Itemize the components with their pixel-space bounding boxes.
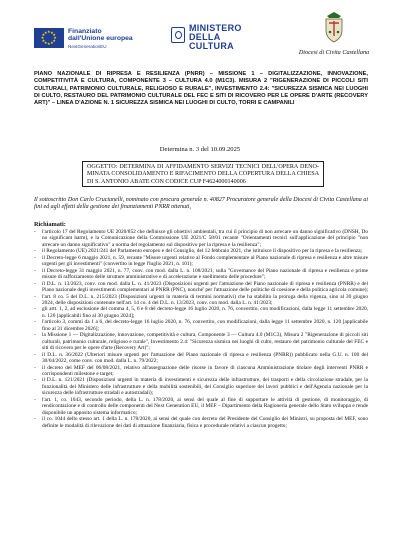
- eu-star-icon: ★: [47, 41, 51, 47]
- recital-text: il Decreto-legge 31 maggio 2021, n. 77, conv. con mod. dalla L. n. 108/2021, sulla "Governance del Piano nazionale di ripresa e resilienza e prime misure di rafforzamento delle strutture amministrative e di accelerazione e snellimento delle procedure";: [42, 267, 368, 281]
- recital-item: [34, 255, 368, 268]
- ministry-culture-logo: [171, 24, 241, 54]
- ministry-logo-text: [189, 24, 242, 51]
- bullet-dash-icon: -: [34, 351, 36, 358]
- project-heading: PIANO NAZIONALE DI RIPRESA E RESILIENZA (PNRR) – MISSIONE 1 – DIGITALIZZAZIONE, INNOVAZIONE, COMPETITIVITÀ E CULTURA, COMPONENTE 3 – CULTURA 4.0 (M1C3). MISURA 2 "RIGENERAZIONE DI PICCOLI SITI CULTURALI, PATRIMONIO CULTURALE, RELIGIOSO E RURALE", INVESTIMENTO 2.4: "SICUREZZA SISMICA NEI LUOGHI DI CULTO, RESTAURO DEL PATRIMONIO CULTURALE DEL FEC E SITI DI RICOVERO PER LE OPERE D'ARTE (RECOVERY ART)" – LINEA D'AZIONE N. 1 SICUREZZA SISMICA NEI LUOGHI DI CULTO, TORRI E CAMPANILI: [34, 71, 368, 107]
- recital-text: l'articolo 3, commi da 1 a 6, del decreto-legge 16 luglio 2020, n. 76, convertito, con modificazioni, dalla legge 11 settembre 2020, n. 120 [applicabile fino al 31 dicembre 2026];: [42, 319, 368, 332]
- bullet-dash-icon: -: [34, 267, 36, 274]
- recital-item: [34, 352, 368, 365]
- recital-item: [34, 416, 368, 429]
- ministry-logo-line3: CULTURA: [189, 41, 234, 51]
- bullet-dash-icon: -: [34, 416, 36, 423]
- eu-star-icon: ★: [47, 28, 51, 34]
- eu-flag-icon: [34, 28, 64, 48]
- recital-text: il D.L. n. 36/2022 (Ulteriori misure urgenti per l'attuazione del Piano nazionale di ripresa e resilienza (PNRR)) pubblicato nella G.U. n. 100 del 30/04/2022, come conv. con mod. dalla L. n. 79/2022;: [42, 351, 368, 365]
- ministry-logo-line1: MINISTERO: [189, 23, 242, 33]
- eu-star-icon: ★: [41, 31, 46, 37]
- recitals-list: [34, 229, 368, 429]
- recital-item: [34, 306, 368, 319]
- ministry-logo-line2: DELLA: [189, 32, 221, 42]
- diocese-crest-icon: [324, 12, 344, 44]
- recital-text: l'articolo 17 del Regolamento UE 2020/852 che definisce gli obiettivi ambientali, tra cui il principio di non arrecare un danno significativo (DNSH, Do no significant harm), e la Comunicazione della Commissione UE 2021/C 58/01 recante "Orientamenti tecnici sull'applicazione del principio "non arrecare un danno significativo" a norma del regolamento sul dispositivo per la ripresa e la resilienza";: [42, 229, 368, 248]
- recital-text: gli artt. 1, 2, ad esclusione del comma 4, 5, 6 e 8 del decreto-legge 16 luglio 2020, n. 76, convertito, con modificazioni, dalla legge 11 settembre 2020, n. 120 [applicabili fino al 30 giugno 2024];: [42, 306, 368, 319]
- eu-logo-line3: NextGenerationEU: [68, 44, 107, 50]
- bullet-dash-icon: -: [34, 254, 36, 261]
- diocese-logo: [286, 12, 382, 62]
- recital-text: il co. 1044 dello stesso art. 1 della L. n. 178/2020, ai sensi del quale con decreto del Presidente del Consiglio dei Ministri, su proposta del MEF, sono definite le modalità di rilevazione dei dati di attuazione finanziaria, fisica e procedurale relativi a ciascun progetto;: [42, 416, 368, 429]
- eu-star-icon: ★: [43, 40, 48, 46]
- bullet-dash-icon: -: [34, 280, 36, 287]
- eu-logo-text: [68, 28, 133, 51]
- bullet-dash-icon: -: [34, 319, 36, 326]
- recital-text: il Decreto-legge 6 maggio 2021, n. 59, recante "Misure urgenti relative al Fondo complementare al Piano nazionale di ripresa e resilienza e altre misure urgenti per gli investimenti" (convertito in legge l'luglio 2021, n. 101);: [42, 254, 368, 268]
- bullet-dash-icon: -: [34, 396, 36, 403]
- recital-text: l'art. 1, co. 1043, secondo periodo, della L. n. 178/2020, ai sensi del quale al fine di supportare le attività di gestione, di monitoraggio, di rendicontazione e di controllo delle componenti del Next Generation EU, il MEF – Dipartimento della Ragioneria generale dello Stato sviluppa e rende disponibile un apposito sistema informatico;: [42, 396, 368, 416]
- bullet-dash-icon: -: [34, 377, 36, 384]
- eu-star-icon: ★: [41, 38, 46, 44]
- recital-text: il decreto del MEF del 06/08/2021, relativo all'assegnazione delle risorse in favore di ciascuna Amministrazione titolare degli interventi PNRR e corrispondenti milestone e target;: [42, 364, 368, 377]
- eu-star-icon: ★: [50, 40, 54, 46]
- recital-item: [34, 377, 368, 396]
- bullet-dash-icon: -: [34, 293, 36, 300]
- recital-text: la Missione 1 — Digitalizzazione, innovazione, competitività e cultura, Componente 3 — Cultura 4.0 (M1C3), Misura 2 "Rigenerazione di piccoli siti culturali, patrimonio culturale, religioso e rurale", Investimento 2.4: "Sicurezza sismica nei luoghi di culto, restauro del patrimonio culturale del FEC e siti di ricovero per le opere d'arte (Recovery Art)";: [42, 332, 368, 352]
- recital-item: [34, 319, 368, 332]
- recital-item: [34, 332, 368, 351]
- eu-funding-logo: [34, 28, 144, 52]
- bullet-dash-icon: -: [34, 248, 36, 255]
- recital-item: [34, 229, 368, 248]
- bullet-dash-icon: -: [34, 364, 36, 371]
- recital-text: il D.L. n. 121/2021 (Disposizioni urgenti in materia di investimenti e sicurezza delle infrastrutture, dei trasporti e della circolazione stradale, per la funzionalità del Ministero delle infrastrutture e della mobilità sostenibili, del Consiglio superiore dei lavori pubblici e dell'Agenzia nazionale per la sicurezza delle infrastrutture stradali e autostradali);: [42, 377, 368, 397]
- bullet-dash-icon: -: [34, 229, 36, 235]
- eu-star-icon: ★: [52, 38, 56, 44]
- recital-item: [34, 365, 368, 378]
- eu-star-icon: ★: [40, 35, 45, 40]
- eu-star-icon: ★: [52, 31, 56, 37]
- eu-logo-line2: dall'Unione europea: [68, 35, 133, 43]
- bullet-dash-icon: -: [34, 332, 36, 339]
- eu-star-icon: ★: [50, 29, 54, 35]
- recital-text: il D.L. n. 13/2023, conv. con mod. dalla L. n. 41/2023 (Disposizioni urgenti per l'attuazione del Piano nazionale di ripresa e resilienza (PNRR) e del Piano nazionale degli investimenti complementari al PNRR (PNC), nonché' per l'attuazione delle politiche di coesione e della politica agricola comune);: [42, 280, 369, 294]
- recitals-title: Richiamati:: [34, 221, 66, 228]
- eu-logo-line1: Finanziato: [68, 28, 102, 35]
- bullet-dash-icon: -: [34, 306, 36, 313]
- recital-text: il Regolamento (UE) 2021/241 del Parlamento europeo e del Consiglio, del 12 febbraio 2021, che istituisce il dispositivo per la ripresa e la resilienza;: [42, 248, 363, 255]
- recital-item: [34, 397, 368, 416]
- recital-item: [34, 268, 368, 281]
- recital-item: [34, 294, 368, 307]
- diocese-caption: Diocesi di Civita Castellana: [298, 49, 370, 56]
- recital-item: [34, 281, 368, 294]
- eu-star-icon: ★: [43, 29, 48, 35]
- eu-star-icon: ★: [53, 35, 57, 40]
- determination-number: Determina n. 3 del 10.09.2025: [159, 146, 241, 153]
- ministry-emblem-icon: [171, 27, 185, 43]
- recital-text: l'art. 8 co. 5 del D.L. n. 215/2023 (Disposizioni urgenti in materia di termini normativi) che ha stabilito la proroga della vigenza, sino al 30 giugno 2024, delle disposizioni contenute nell'art. 14 co. 4 del D.L. n. 13/2023, conv. con mod. dalla L. n. 41/2023;: [42, 293, 368, 306]
- subject-box: OGGETTO: DETERMINA DI AFFIDAMENTO SERVIZI TECNICI DELL'OPERA DENO-MINATA CONSOLIDAMENTO E RIFACIMENTO DELLA COPERTURA DELLA CHIESA DI S. ANTONIO ABATE CON CODICE CUP F4624000140006: [82, 161, 324, 187]
- intro-paragraph: Il sottoscritto Don Carlo Crucianelli, nominato con procura generale n. 40827 Procuratore generale della Diocesi di Civita Castellana ai fini ed agli effetti della gestione dei finanziamenti PNRR ottenuti,: [34, 197, 368, 211]
